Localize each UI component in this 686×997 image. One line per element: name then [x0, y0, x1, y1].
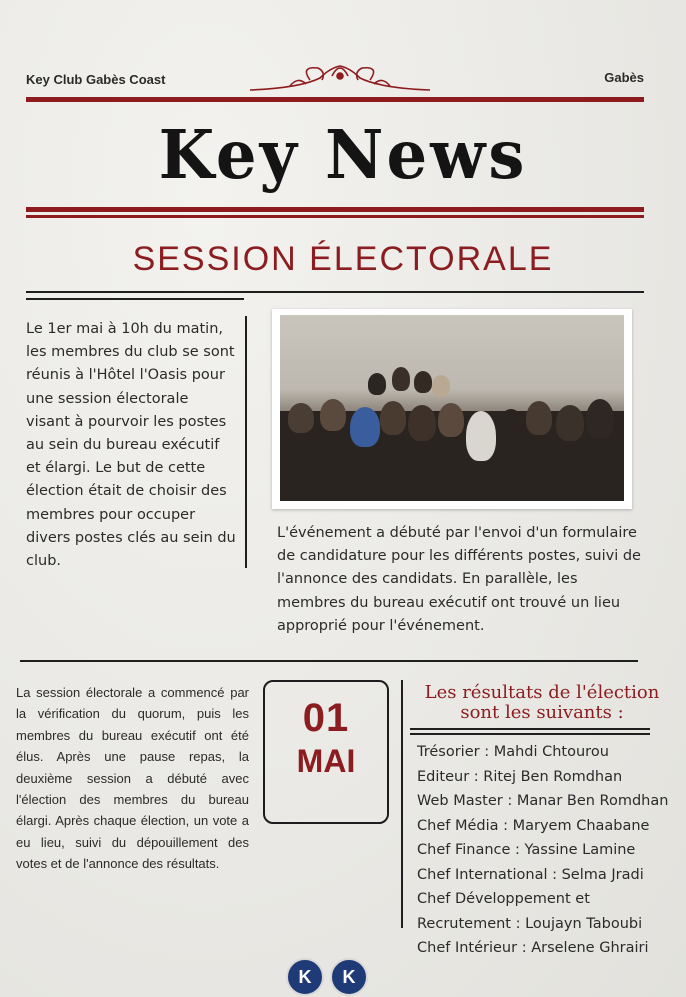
results-list — [417, 740, 685, 961]
result-item: Trésorier : Mahdi Chtourou — [417, 744, 609, 760]
result-item: Chef Intérieur : Arselene Ghrairi — [417, 940, 649, 956]
date-day: 01 — [302, 696, 350, 740]
lower-section-rule — [20, 660, 638, 662]
ornament-icon — [240, 58, 440, 96]
result-item: Chef Finance : Yassine Lamine — [417, 842, 636, 858]
date-box — [263, 680, 389, 824]
result-item: Editeur : Ritej Ben Romdhan — [417, 768, 623, 785]
group-photo — [272, 309, 632, 509]
session-paragraph: La session électorale a commencé par la vérification du quorum, puis les membres du bureau exécutif ont été élus. Après une pause repas, la deuxième session a débuté avec l'élection des membres du bureau élargi. Après chaque élection, un vote a eu lieu, suivi du dépouillement des votes et de l'annonce des résultats. — [16, 685, 249, 872]
header-rule — [26, 97, 644, 102]
results-title-line2: sont les suivants : — [460, 702, 624, 723]
column-divider — [245, 316, 247, 568]
city-name: Gabès — [604, 70, 644, 85]
masthead-rule-top — [26, 207, 644, 212]
intro-paragraph: Le 1er mai à 10h du matin, les membres du club se sont réunis à l'Hôtel l'Oasis pour une session électorale visant à pourvoir les postes au sein du bureau exécutif et élargi. Le but de cette élection était de choisir des membres pour occuper divers postes clés au sein du club. — [26, 321, 236, 570]
key-club-logo-icon: K — [286, 958, 324, 996]
result-item: Chef Média : Maryem Chaabane — [417, 817, 650, 834]
result-item: Recrutement : Loujayn Taboubi — [417, 915, 643, 932]
event-paragraph: L'événement a débuté par l'envoi d'un formulaire de candidature pour les différents postes, suivi de l'annonce des candidats. En parallèle, les membres du bureau exécutif ont trouvé un lieu approprié pour l'événement. — [277, 525, 641, 634]
results-divider — [401, 680, 403, 928]
section-rule — [26, 291, 644, 293]
result-item: Chef International : Selma Jradi — [417, 866, 644, 883]
results-rule-top — [410, 728, 650, 730]
key-club-coast-logo-icon: K — [330, 958, 368, 996]
results-title-line1: Les résultats de l'élection — [424, 682, 660, 703]
results-rule-bottom — [410, 733, 650, 735]
result-item: Chef Développement et — [417, 891, 590, 907]
result-item: Web Master : Manar Ben Romdhan — [417, 793, 669, 809]
date-month: MAI — [296, 743, 356, 779]
masthead-title: Key News — [158, 116, 528, 195]
club-name: Key Club Gabès Coast — [26, 72, 166, 87]
left-column-rule — [26, 298, 244, 300]
section-title: SESSION ÉLECTORALE — [132, 240, 554, 278]
masthead-rule-bottom — [26, 215, 644, 218]
results-title — [406, 683, 678, 723]
